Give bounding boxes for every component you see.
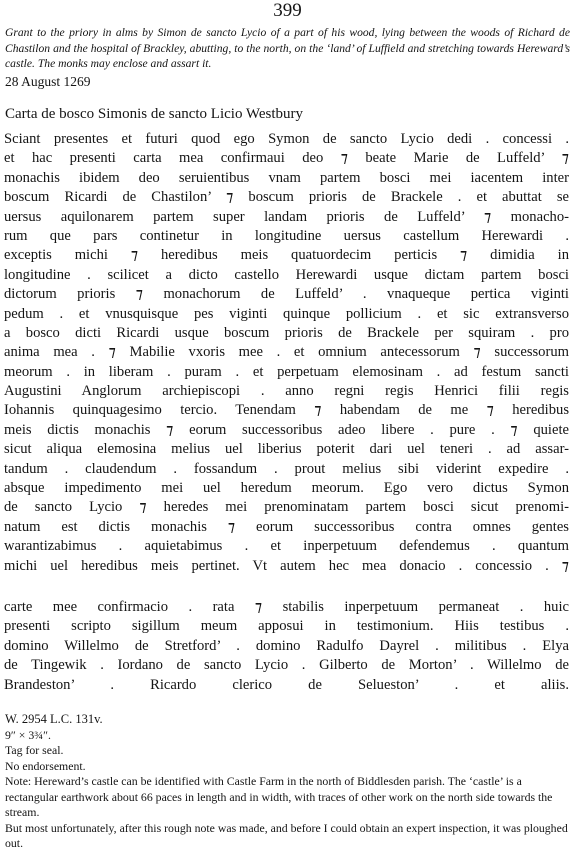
endorsement-note: No endorsement. <box>5 758 86 773</box>
charter-line: presenti scripto sigillum meum apposui in testimonium. Hiis testibus . <box>4 618 569 635</box>
charter-text-part-1 <box>4 130 569 576</box>
charter-line: michi uel heredibus meis pertinet. Vt autem hec mea donacio . concessio . ⁊ <box>4 557 569 574</box>
charter-line: absque impedimento mei uel heredum meorum. Ego vero dictus Symon <box>4 480 569 497</box>
charter-line: warantizabimus . aquietabimus . et inperpetuum defendemus . quantum <box>4 538 569 555</box>
charter-date: 28 August 1269 <box>5 74 91 89</box>
charter-line: Iohannis quinquagesimo tercio. Tenendam ⁊ habendam de me ⁊ heredibus <box>4 402 569 419</box>
charter-line: dictorum prioris ⁊ monachorum de Luffeld’ . vnaqueque pertica viginti <box>4 286 569 303</box>
charter-line: carte mee confirmacio . rata ⁊ stabilis inperpetuum permaneat . huic <box>4 599 569 615</box>
charter-line: sicut aliqua elemosina melius uel liberius poterit dari uel teneri . ad assar- <box>4 441 569 458</box>
charter-summary: Grant to the priory in alms by Simon de sancto Lycio of a part of his wood, lying between the woods of Richard de Chastilon and the hospital of Brackley, abutting, to the north, on the ‘land’ of Luffield and stretching towards Hereward’s castle. The monks may enclose and assart it. <box>5 26 570 70</box>
charter-line: et hac presenti carta mea confirmaui deo ⁊ beate Marie de Luffeld’ ⁊ <box>4 150 569 167</box>
document-dimensions: 9″ × 3¾″. <box>5 727 51 742</box>
charter-line: Brandeston’ . Ricardo clerico de Selueston’ . et aliis. <box>4 676 569 693</box>
seal-note: Tag for seal. <box>5 743 64 757</box>
charter-line: Sciant presentes et futuri quod ego Symon de sancto Lycio dedi . concessi . <box>4 131 569 147</box>
charter-line: natum est dictis monachis ⁊ eorum successoribus contra omnes gentes <box>4 518 569 535</box>
charter-text-part-2 <box>4 598 569 695</box>
charter-line: tandum . claudendum . fossandum . prout melius sibi viderint expedire . <box>4 460 569 477</box>
charter-line: exceptis michi ⁊ heredibus meis quatuordecim perticis ⁊ dimidia in <box>4 247 569 264</box>
charter-line: uersus aquilonarem partem super landam prioris de Luffeld’ ⁊ monacho- <box>4 208 569 225</box>
charter-line: anima mea . ⁊ Mabilie vxoris mee . et omnium antecessorum ⁊ successorum <box>4 344 569 361</box>
charter-line: rum que pars continetur in longitudine uersus castellum Herewardi . <box>4 227 569 244</box>
charter-line: boscum Ricardi de Chastilon’ ⁊ boscum prioris de Brackele . et abuttat se <box>4 189 569 206</box>
archive-reference: W. 2954 L.C. 131v. <box>5 712 103 726</box>
charter-line: meorum . in liberam . puram . et perpetuam elemosinam . ad festum sancti <box>4 363 569 380</box>
location-note: Note: Hereward’s castle can be identified with Castle Farm in the north of Biddlesden parish. The ‘castle’ is a rectangular earthwork about 66 paces in length and in width, with traces of other work on the north side towards the stream. <box>5 774 553 819</box>
charter-line: de Tingewik . Iordano de sancto Lycio . Gilberto de Morton’ . Willelmo de <box>4 657 569 674</box>
charter-line: domino Willelmo de Stretford’ . domino Radulfo Dayrel . militibus . Elya <box>4 637 569 654</box>
charter-line: Augustini Anglorum archiepiscopi . anno regni regis Henrici filii regis <box>4 383 569 400</box>
charter-title: Carta de bosco Simonis de sancto Licio Westbury <box>5 106 304 122</box>
charter-line: de sancto Lycio ⁊ heredes mei prenominatam partem bosci sicut prenomi- <box>4 499 569 516</box>
charter-line: longitudine . scilicet a dicto castello Herewardi usque dictam partem bosci <box>4 266 569 283</box>
page-number: 399 <box>273 0 302 21</box>
charter-line: a bosco dicti Ricardi usque boscum prioris de Brackele per squiram . pro <box>4 324 569 341</box>
charter-line: pedum . et vnusquisque pes viginti quinque pollicium . et sic extransverso <box>4 305 569 322</box>
charter-line: monachis ibidem deo seruientibus vnam partem bosci mei iacentem inter <box>4 169 569 186</box>
editorial-notes <box>5 712 570 852</box>
charter-line: meis dictis monachis ⁊ eorum successoribus adeo libere . pure . ⁊ quiete <box>4 421 569 438</box>
ploughed-out-note: But most unfortunately, after this rough note was made, and before I could obtain an expert inspection, it was ploughed out. <box>5 820 568 850</box>
